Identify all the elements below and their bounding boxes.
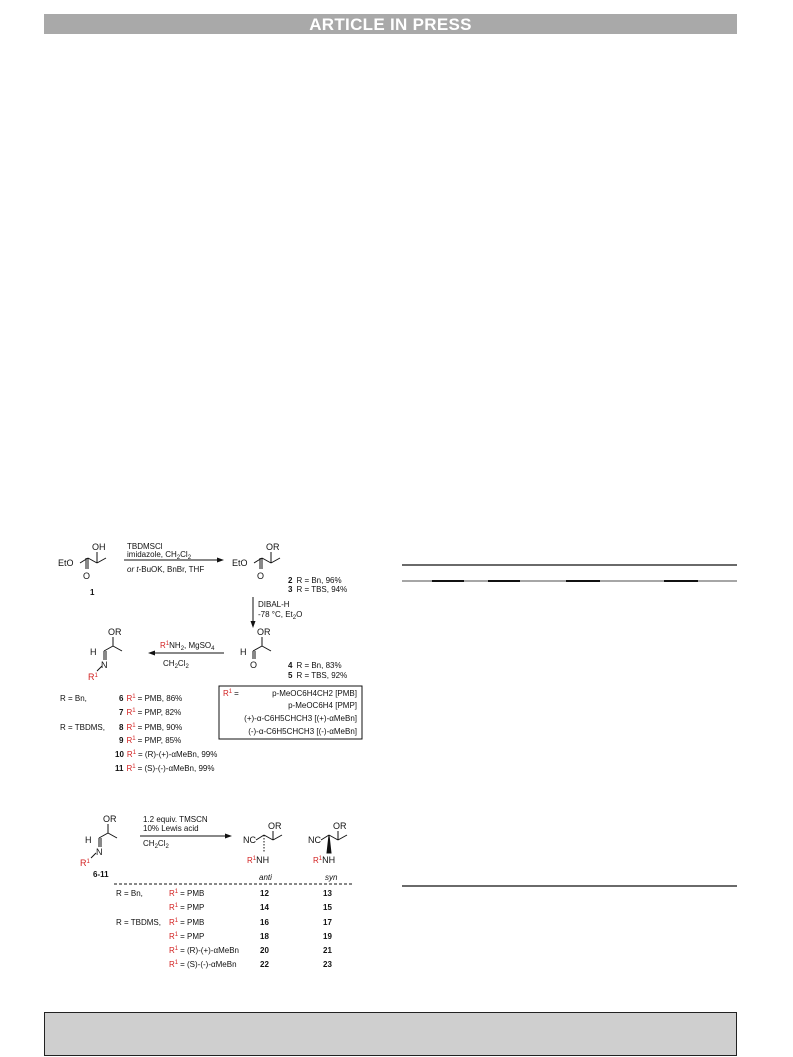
scheme2-syn-number: 19 — [323, 932, 332, 941]
result-row: 11 $R^1$ = (S)-(-)-αMeBn, 99% — [115, 764, 215, 773]
step1-reagent-2: imidazole, $CH_2Cl_2$ — [127, 550, 192, 561]
compound-1-oh: OH — [92, 542, 106, 552]
scheme2-r1: $R^1$ = PMB — [169, 889, 205, 898]
scheme2-reactant-label: 6-11 — [93, 870, 109, 879]
scheme2-condition-2: 10% Lewis acid — [143, 824, 199, 833]
compound-1-number: 1 — [90, 588, 95, 597]
scheme2-reactant-n: N — [96, 847, 103, 857]
result-group-label: R = TBDMS, — [60, 723, 105, 732]
result-group-label: R = Bn, — [60, 694, 87, 703]
imine-r1: $R^1$ — [88, 672, 98, 682]
scheme2-anti-number: 20 — [260, 946, 269, 955]
scheme2-r1: $R^1$ = PMP — [169, 903, 205, 912]
compound-1-o: O — [83, 571, 91, 581]
compound-4-h: H — [240, 647, 247, 657]
imine-n: N — [101, 660, 108, 670]
anti-label: anti — [259, 873, 272, 882]
compound-2-eto: EtO — [232, 558, 248, 568]
scheme2-anti-number: 12 — [260, 889, 269, 898]
step3-reagent-1: $R^1NH_2$, MgSO$_4$ — [160, 641, 215, 652]
anti-nc: NC — [243, 835, 256, 845]
scheme2-group-label: R = Bn, — [116, 889, 143, 898]
r1-box-row: p-MeOC6H4 [PMP] — [288, 701, 357, 710]
anti-nh: $R^1NH$ — [247, 855, 270, 865]
result-row: 10 $R^1$ = (R)-(+)-αMeBn, 99% — [115, 750, 218, 759]
article-in-press-banner: ARTICLE IN PRESS — [44, 14, 737, 34]
step2-reagent-2: -78 °C, $Et_2O$ — [258, 610, 303, 621]
scheme2-condition-1: 1.2 equiv. TMSCN — [143, 815, 208, 824]
scheme2-group-label: R = TBDMS, — [116, 918, 161, 927]
step3-reagent-2: $CH_2Cl_2$ — [163, 659, 189, 670]
scheme2-syn-number: 13 — [323, 889, 332, 898]
syn-or: OR — [333, 821, 347, 831]
syn-nc: NC — [308, 835, 321, 845]
scheme2-reactant-r1: $R^1$ — [80, 858, 90, 868]
r1-box-row: (-)-α-C6H5CHCH3 [(-)-αMeBn] — [248, 727, 357, 736]
anti-product-structure — [256, 831, 282, 853]
compound-2-or: OR — [266, 542, 280, 552]
result-row: 8 $R^1$ = PMB, 90% — [119, 723, 183, 732]
scheme2-anti-number: 22 — [260, 960, 269, 969]
step1-reagent-3: or t-BuOK, BnBr, THF — [127, 565, 205, 574]
compound-2-o: O — [257, 571, 265, 581]
result-row: 7 $R^1$ = PMP, 82% — [119, 708, 182, 717]
compound-4-o: O — [250, 660, 258, 670]
compound-2-label: 2 R = Bn, 96% — [288, 576, 342, 585]
scheme2-r1: $R^1$ = (S)-(-)-αMeBn — [169, 960, 237, 969]
step1-reagent-1: TBDMSCl — [127, 542, 163, 551]
result-row: 9 $R^1$ = PMP, 85% — [119, 736, 182, 745]
scheme2-r1: $R^1$ = PMB — [169, 918, 205, 927]
compound-1-eto: EtO — [58, 558, 74, 568]
scheme2-condition-3: $CH_2Cl_2$ — [143, 839, 169, 850]
compound-4-label: 4 R = Bn, 83% — [288, 661, 342, 670]
scheme2-anti-number: 16 — [260, 918, 269, 927]
scheme2-r1: $R^1$ = PMP — [169, 932, 205, 941]
scheme2-table — [116, 889, 332, 969]
scheme2-r1: $R^1$ = (R)-(+)-αMeBn — [169, 946, 239, 955]
compound-3-label: 3 R = TBS, 94% — [288, 585, 348, 594]
compound-4-or: OR — [257, 627, 271, 637]
imine-h: H — [90, 647, 97, 657]
scheme2-reactant-or: OR — [103, 814, 117, 824]
scheme2-syn-number: 17 — [323, 918, 332, 927]
scheme2-reactant-structure — [91, 824, 117, 858]
r1-box-label: $R^1$ = — [223, 689, 239, 698]
result-row: 6 $R^1$ = PMB, 86% — [119, 694, 183, 703]
r1-box-row: p-MeOC6H4CH2 [PMB] — [272, 689, 357, 698]
syn-label: syn — [325, 873, 338, 882]
anti-or: OR — [268, 821, 282, 831]
scheme2-syn-number: 23 — [323, 960, 332, 969]
syn-product-structure — [321, 831, 347, 853]
imine-or: OR — [108, 627, 122, 637]
scheme2-syn-number: 15 — [323, 903, 332, 912]
step2-reagent-1: DIBAL-H — [258, 600, 290, 609]
footer-citation-box — [44, 1012, 737, 1056]
scheme2-syn-number: 21 — [323, 946, 332, 955]
syn-nh: $R^1NH$ — [313, 855, 336, 865]
r1-box-row: (+)-α-C6H5CHCH3 [(+)-αMeBn] — [244, 714, 357, 723]
scheme2-anti-number: 14 — [260, 903, 269, 912]
scheme2-reactant-h: H — [85, 835, 92, 845]
scheme2-anti-number: 18 — [260, 932, 269, 941]
compound-5-label: 5 R = TBS, 92% — [288, 671, 348, 680]
